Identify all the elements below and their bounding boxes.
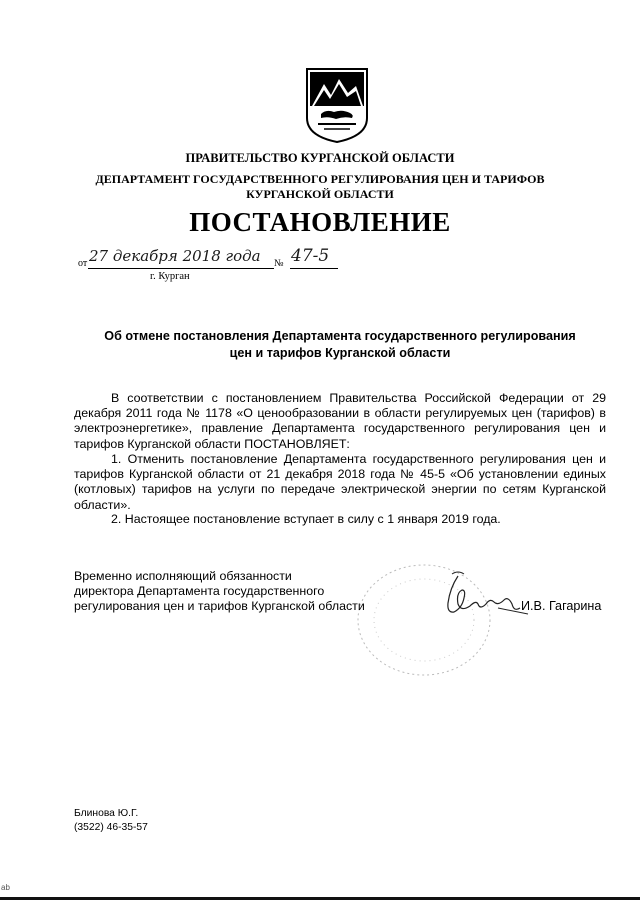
government-title: ПРАВИТЕЛЬСТВО КУРГАНСКОЙ ОБЛАСТИ (185, 151, 455, 165)
signatory-name: И.В. Гагарина (521, 599, 602, 613)
number-underline (290, 268, 338, 269)
number-prefix: № (274, 258, 284, 269)
coat-of-arms-emblem (304, 66, 370, 144)
executor-info (74, 807, 148, 835)
handwritten-number: 47-5 (291, 246, 330, 266)
signatory-position (74, 569, 394, 615)
signatory-line1: Временно исполняющий обязанности (74, 569, 292, 583)
scan-footer-mark: ab (1, 883, 10, 892)
scan-bottom-edge (0, 897, 640, 900)
handwritten-signature (428, 568, 538, 623)
date-number-row (78, 246, 348, 289)
body-paragraph-item2: 2. Настоящее постановление вступает в силу с 1 января 2019 года. (111, 512, 501, 526)
subject-line1: Об отмене постановления Департамента государственного регулирования (104, 329, 576, 343)
department-title-line2: КУРГАНСКОЙ ОБЛАСТИ (246, 187, 394, 201)
signatory-line2: директора Департамента государственного (74, 584, 325, 599)
body-paragraph-preamble: В соответствии с постановлением Правительства Российской Федерации от 29 декабря 2011 года № 1178 «О ценообразовании в области регулируемых цен (тарифов) в электроэнергетике», правление Департамента государственного регулирования цен и тарифов Курганской области ПОСТАНОВЛЯЕТ: (74, 391, 606, 451)
document-type-heading: ПОСТАНОВЛЕНИЕ (189, 207, 451, 237)
department-title (0, 172, 640, 202)
date-underline (88, 268, 274, 269)
executor-phone: (3522) 46-35-57 (74, 822, 148, 833)
body-paragraph-item1: 1. Отменить постановление Департамента государственного регулирования цен и тарифов Курганской области от 21 декабря 2018 года № 45-5 «Об установлении единых (котловых) тарифов на услуги по передаче электрической энергии по сетям Курганской области». (74, 452, 606, 512)
executor-name: Блинова Ю.Г. (74, 808, 139, 819)
department-title-line1: ДЕПАРТАМЕНТ ГОСУДАРСТВЕННОГО РЕГУЛИРОВАНИЯ ЦЕН И ТАРИФОВ (95, 172, 545, 186)
signatory-line3: регулирования цен и тарифов Курганской области (74, 599, 365, 614)
document-subject (0, 328, 640, 362)
subject-line2: цен и тарифов Курганской области (229, 346, 451, 360)
handwritten-date: 27 декабря 2018 года (89, 247, 261, 265)
city-label: г. Курган (150, 271, 190, 282)
date-prefix: от (78, 258, 88, 269)
